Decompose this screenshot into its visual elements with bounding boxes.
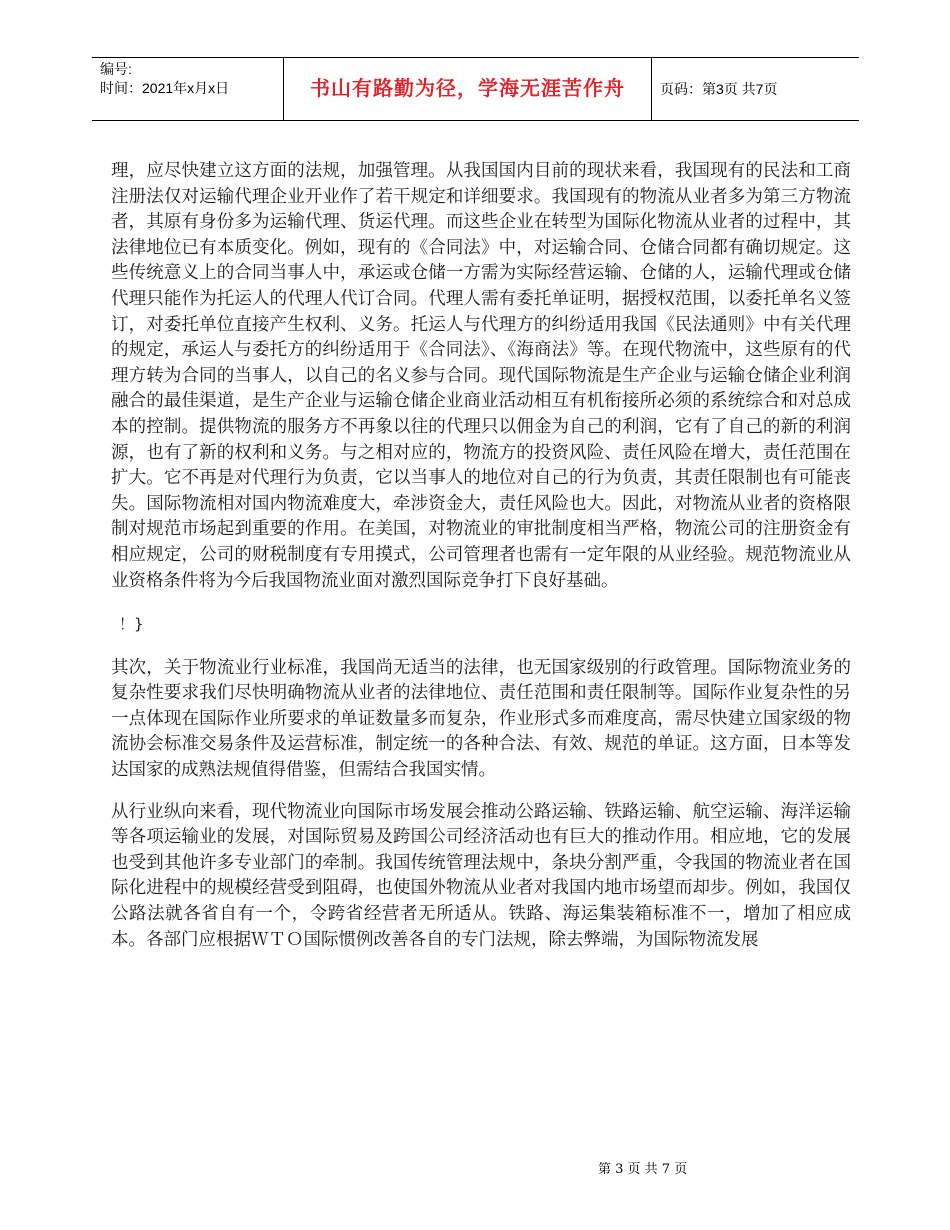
header-motto: 书山有路勤为径，学海无涯苦作舟 [310,76,625,100]
page-footer: 第 3 页 共 7 页 [598,1162,688,1177]
page-header [92,57,859,121]
body-paragraph: 从行业纵向来看，现代物流业向国际市场发展会推动公路运输、铁路运输、航空运输、海洋运输等各项运输业的发展，对国际贸易及跨国公司经济活动也有巨大的推动作用。相应地，它的发展也受到其他许多专业部门的牵制。我国传统管理法规中，条块分割严重，令我国的物流业者在国际化进程中的规模经营受到阻碍，也使国外物流从业者对我国内地市场望而却步。例如，我国仅公路法就各省自有一个，令跨省经营者无所适从。铁路、海运集装箱标准不一，增加了相应成本。各部门应根据ＷＴＯ国际惯例改善各自的专门法规，除去弊端，为国际物流发展 [111,801,851,950]
body-paragraph: 理，应尽快建立这方面的法规，加强管理。从我国国内目前的现状来看，我国现有的民法和工商注册法仅对运输代理企业开业作了若干规定和详细要求。我国现有的物流从业者多为第三方物流者，其原有身份多为运输代理、货运代理。而这些企业在转型为国际化物流从业者的过程中，其法律地位已有本质变化。例如，现有的《合同法》中，对运输合同、仓储合同都有确切规定。这些传统意义上的合同当事人中，承运或仓储一方需为实际经营运输、仓储的人，运输代理或仓储代理只能作为托运人的代理人代订合同。代理人需有委托单证明，据授权范围，以委托单名义签订，对委托单位直接产生权利、义务。托运人与代理方的纠纷适用我国《民法通则》中有关代理的规定，承运人与委托方的纠纷适用于《合同法》、《海商法》等。在现代物流中，这些原有的代理方转为合同的当事人，以自己的名义参与合同。现代国际物流是生产企业与运输仓储企业利润融合的最佳渠道，是生产企业与运输仓储企业商业活动相互有机衔接所必须的系统综合和对总成本的控制。提供物流的服务方不再象以往的代理只以佣金为自己的利润，它有了自己的新的利润源，也有了新的权利和义务。与之相对应的，物流方的投资风险、责任风险在增大，责任范围在扩大。它不再是对代理行为负责，它以当事人的地位对自己的行为负责，其责任限制也有可能丧失。国际物流相对国内物流难度大，牵涉资金大，责任风险也大。因此，对物流从业者的资格限制对规范市场起到重要的作用。在美国，对物流业的审批制度相当严格，物流公司的注册资金有相应规定，公司的财税制度有专用摸式，公司管理者也需有一定年限的从业经验。规范物流业从业资格条件将为今后我国物流业面对激烈国际竞争打下良好基础。 [111,161,851,591]
header-page-number: 页码：第3页 共7页 [660,81,778,97]
document-body [111,159,851,953]
document-date: 时间：2021年x月x日 [100,80,230,96]
body-paragraph: 其次，关于物流业行业标准，我国尚无适当的法律，也无国家级别的行政管理。国际物流业务的复杂性要求我们尽快明确物流从业者的法律地位、责任范围和责任限制等。国际作业复杂性的另一点体现在国际作业所要求的单证数量多而复杂，作业形式多而难度高，需尽快建立国家级的物流协会标准交易条件及运营标准，制定统一的各种合法、有效、规范的单证。这方面，日本等发达国家的成熟法规值得借鉴，但需结合我国实情。 [111,657,851,781]
document-number-label: 编号: [100,61,132,77]
stray-mark: ！} [119,615,144,634]
header-meta [100,60,229,98]
